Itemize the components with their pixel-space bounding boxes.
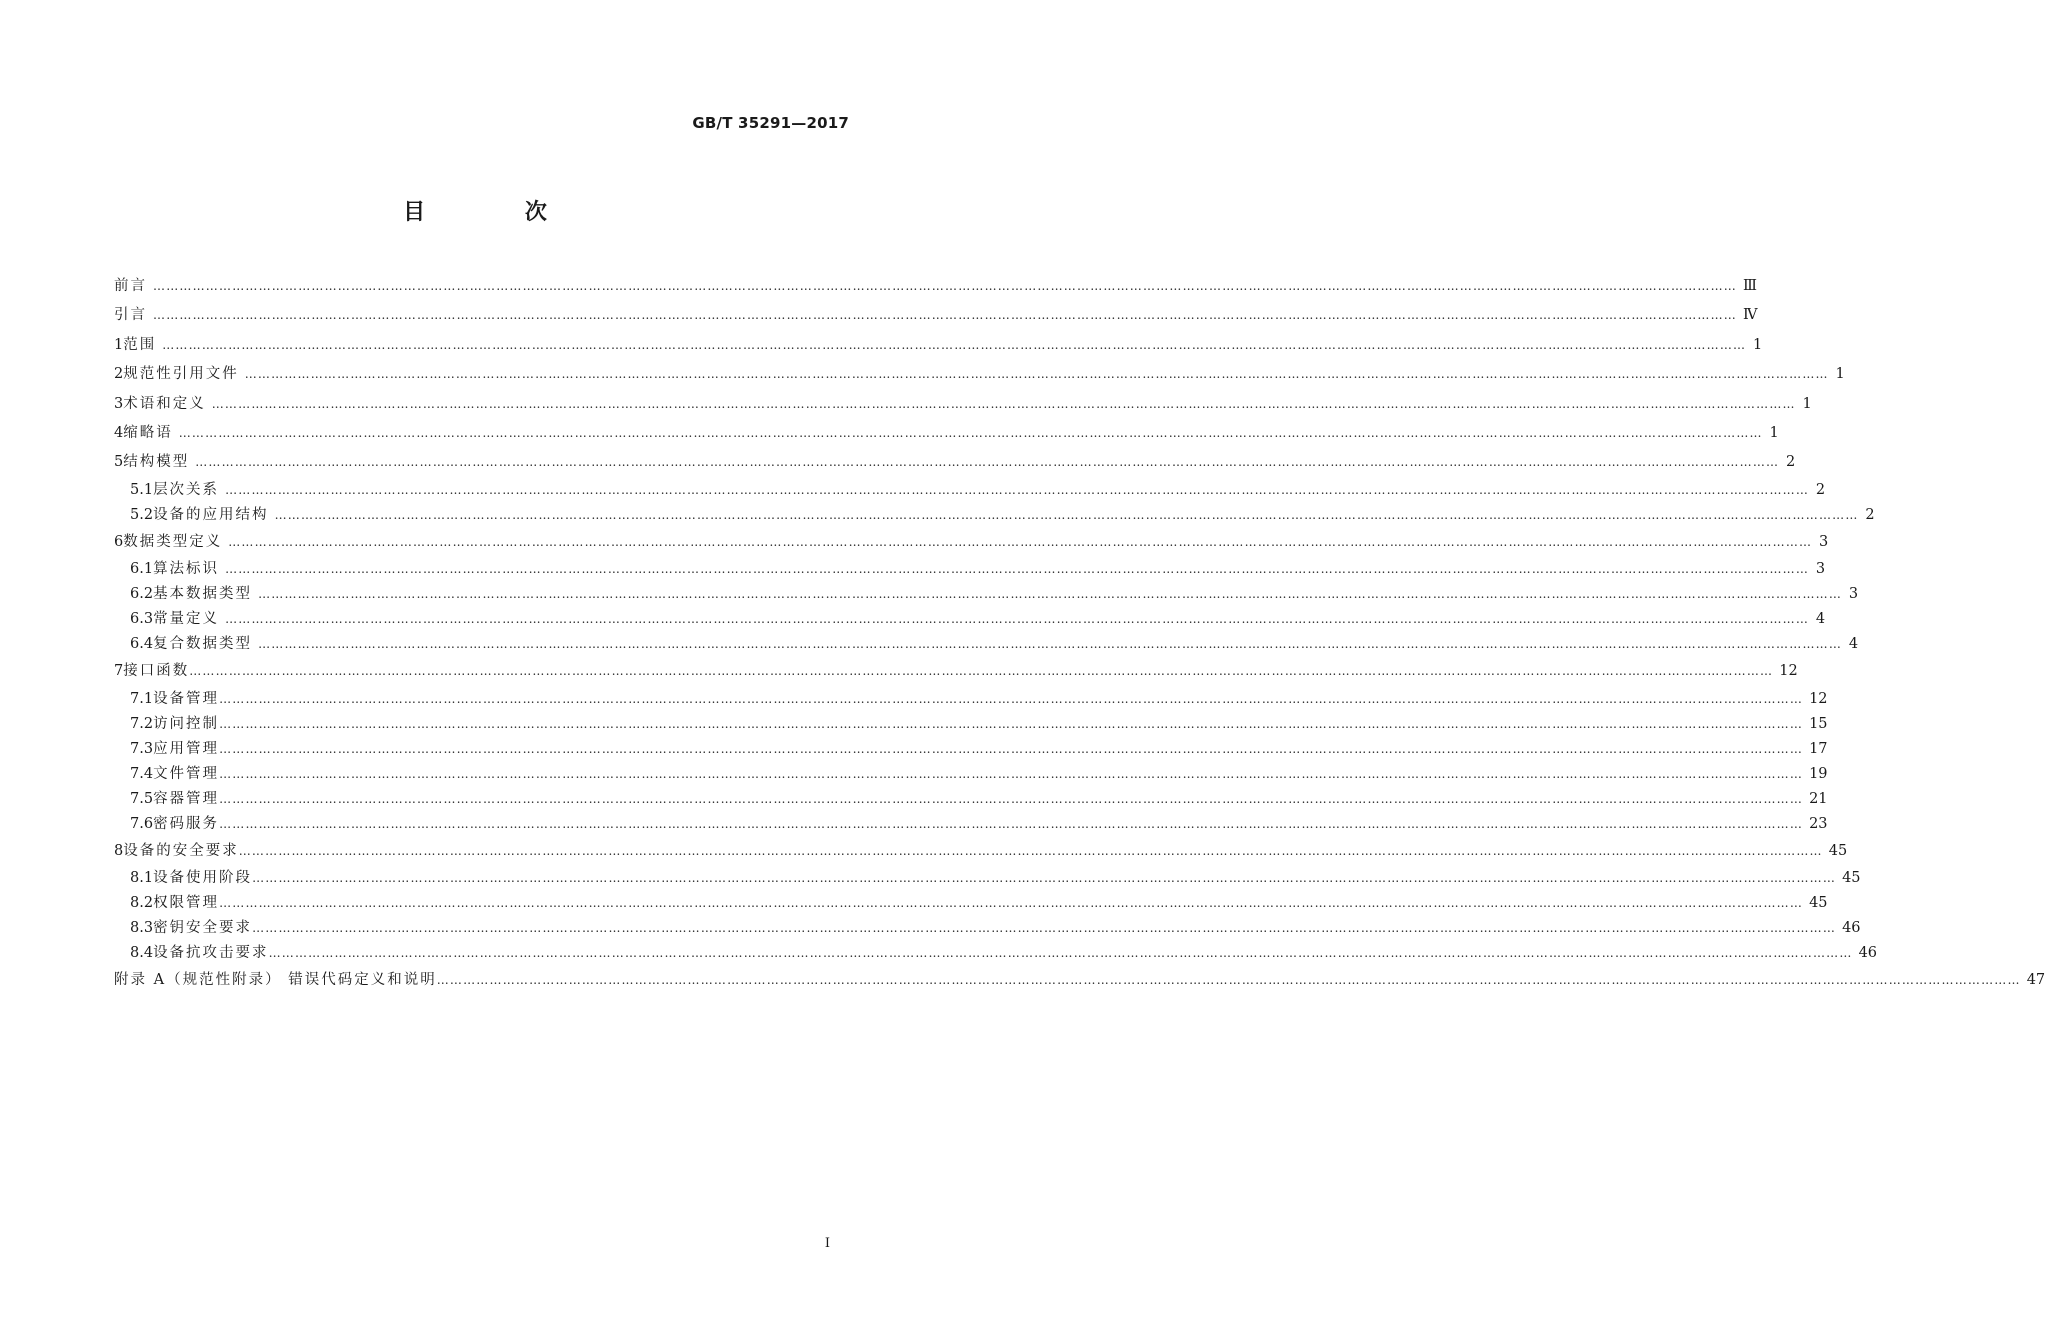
dot-leader: ……………………………………………………………………………………………………………………………………………………………………………………………………………………………………………………………………………………………………………………………… (189, 664, 1774, 679)
toc-entry-number: 2 (114, 366, 124, 383)
toc-entry-page: 47 (2026, 971, 2045, 988)
toc-entry-number: 1 (114, 336, 124, 353)
toc-entry-page: 46 (1858, 944, 1878, 961)
toc-entry-label: 密码服务 (153, 815, 220, 832)
toc-entry-label: 数据类型定义 (123, 533, 223, 550)
toc-entry-page: 23 (1809, 815, 1828, 832)
toc-entry[interactable] (114, 331, 1763, 360)
toc-entry[interactable] (114, 762, 1828, 787)
toc-entry[interactable] (114, 390, 1812, 419)
toc-entry-page: 4 (1815, 611, 1826, 628)
toc-entry[interactable] (114, 478, 1826, 503)
dot-leader: ……………………………………………………………………………………………………………………………………………………………………………………………………………………………………………………………………………………………………………………………… (153, 308, 1737, 323)
toc-entry-number: 8.1 (130, 869, 154, 886)
dot-leader: ……………………………………………………………………………………………………………………………………………………………………………………………………………………………………………………………………………………………………………………………… (225, 562, 1810, 577)
toc-entry-number: 5.1 (130, 481, 154, 498)
toc-entry-label: 密钥安全要求 (153, 919, 253, 936)
page-title: 目 次 (403, 200, 593, 225)
toc-entry[interactable] (114, 632, 1859, 657)
toc-entry-page: 45 (1809, 894, 1828, 911)
document-code: GB/T 35291—2017 (692, 114, 849, 132)
toc-entry-number: 3 (114, 395, 124, 412)
toc-entry-number: 8 (114, 842, 124, 859)
dot-leader: ……………………………………………………………………………………………………………………………………………………………………………………………………………………………………………………………………………………………………………………………… (219, 716, 1804, 731)
dot-leader: ……………………………………………………………………………………………………………………………………………………………………………………………………………………………………………………………………………………………………………………………… (274, 507, 1859, 522)
dot-leader: ……………………………………………………………………………………………………………………………………………………………………………………………………………………………………………………………………………………………………………………………… (178, 425, 1763, 440)
dot-leader: ……………………………………………………………………………………………………………………………………………………………………………………………………………………………………………………………………………………………………………………………… (153, 279, 1737, 293)
toc-entry-label: 基本数据类型 (153, 586, 253, 603)
toc-entry-label: 范围 (123, 336, 157, 353)
toc-entry-page: 17 (1809, 740, 1828, 757)
toc-entry-page: 2 (1815, 481, 1826, 498)
toc-entry-number: 7 (114, 663, 124, 680)
toc-entry-number: 6.2 (130, 586, 154, 603)
toc-entry-label: 前言 (114, 278, 147, 294)
dot-leader: ……………………………………………………………………………………………………………………………………………………………………………………………………………………………………………………………………………………………………………………………… (252, 870, 1837, 885)
page-number: I (824, 1236, 830, 1251)
toc-entry-page: 45 (1828, 842, 1848, 859)
toc-entry[interactable] (114, 360, 1845, 389)
dot-leader: ……………………………………………………………………………………………………………………………………………………………………………………………………………………………………………………………………………………………………………………………… (219, 691, 1804, 706)
dot-leader: ……………………………………………………………………………………………………………………………………………………………………………………………………………………………………………………………………………………………………………………………… (211, 396, 1796, 411)
dot-leader: ……………………………………………………………………………………………………………………………………………………………………………………………………………………………………………………………………………………………………………………………… (219, 816, 1804, 831)
toc-entry-page: 3 (1848, 586, 1859, 603)
toc-entry-label: 缩略语 (123, 424, 173, 441)
dot-leader: ……………………………………………………………………………………………………………………………………………………………………………………………………………………………………………………………………………………………………………………………… (268, 945, 1853, 960)
toc-entry-number: 8.4 (130, 944, 154, 961)
toc-entry-number: 6.3 (130, 611, 154, 628)
toc-entry-number: 6 (114, 533, 124, 550)
toc-entry-number: 6.4 (130, 636, 154, 653)
toc-entry-label: 附录 A（规范性附录） 错误代码定义和说明 (114, 971, 437, 988)
toc-entry-label: 结构模型 (123, 454, 190, 471)
toc-entry-label: 层次关系 (153, 481, 220, 498)
toc-entry-number: 7.3 (130, 740, 154, 757)
toc-entry-label: 容器管理 (153, 790, 220, 807)
toc-entry-label: 设备的安全要求 (123, 842, 239, 859)
toc-entry[interactable] (114, 528, 1829, 557)
toc-entry[interactable] (114, 582, 1859, 607)
toc-entry-page: 3 (1815, 561, 1826, 578)
toc-entry-number: 4 (114, 424, 124, 441)
dot-leader: ……………………………………………………………………………………………………………………………………………………………………………………………………………………………………………………………………………………………………………………………… (219, 895, 1804, 910)
dot-leader: ……………………………………………………………………………………………………………………………………………………………………………………………………………………………………………………………………………………………………………………………… (436, 972, 2021, 987)
toc-entry[interactable] (114, 657, 1798, 686)
toc-entry-page: 45 (1842, 869, 1861, 886)
toc-entry[interactable] (114, 866, 1861, 891)
toc-entry-number: 7.5 (130, 790, 154, 807)
toc-entry-label: 常量定义 (153, 611, 220, 628)
toc-entry-page: 1 (1769, 424, 1779, 441)
toc-entry[interactable] (114, 419, 1779, 448)
toc-entry-label: 规范性引用文件 (123, 366, 239, 383)
toc-entry-page: Ⅲ (1743, 278, 1757, 294)
toc-entry-number: 7.4 (130, 765, 154, 782)
table-of-contents (114, 272, 2045, 995)
toc-entry-number: 8.3 (130, 919, 154, 936)
toc-entry-label: 设备抗攻击要求 (153, 944, 269, 961)
toc-entry-page: 12 (1779, 663, 1798, 680)
toc-entry-page: 4 (1848, 636, 1859, 653)
toc-entry-label: 术语和定义 (123, 395, 206, 412)
toc-entry[interactable] (114, 557, 1826, 582)
dot-leader: ……………………………………………………………………………………………………………………………………………………………………………………………………………………………………………………………………………………………………………………………… (238, 843, 1823, 858)
toc-entry[interactable] (114, 966, 2045, 995)
toc-entry-label: 复合数据类型 (153, 636, 253, 653)
toc-entry-label: 文件管理 (153, 765, 220, 782)
toc-entry-number: 7.2 (130, 715, 154, 732)
toc-entry-page: 15 (1809, 715, 1828, 732)
toc-entry-label: 算法标识 (153, 561, 220, 578)
toc-entry-page: 19 (1809, 765, 1828, 782)
toc-entry-number: 7.6 (130, 815, 154, 832)
toc-entry-label: 引言 (114, 307, 147, 324)
toc-entry-page: Ⅳ (1743, 307, 1758, 324)
dot-leader: ……………………………………………………………………………………………………………………………………………………………………………………………………………………………………………………………………………………………………………………………… (195, 455, 1780, 470)
toc-entry[interactable] (114, 837, 1848, 866)
toc-entry-label: 权限管理 (153, 894, 220, 911)
dot-leader: ……………………………………………………………………………………………………………………………………………………………………………………………………………………………………………………………………………………………………………………………… (225, 482, 1810, 497)
dot-leader: ……………………………………………………………………………………………………………………………………………………………………………………………………………………………………………………………………………………………………………………………… (219, 766, 1804, 781)
toc-entry-label: 接口函数 (123, 663, 190, 680)
toc-entry-label: 设备管理 (153, 690, 220, 707)
toc-entry-page: 1 (1753, 336, 1763, 353)
toc-entry[interactable] (114, 272, 1757, 301)
toc-entry-page: 1 (1802, 395, 1812, 412)
dot-leader: ……………………………………………………………………………………………………………………………………………………………………………………………………………………………………………………………………………………………………………………………… (225, 612, 1810, 627)
toc-entry-number: 7.1 (130, 690, 154, 707)
toc-entry[interactable] (114, 812, 1828, 837)
toc-entry[interactable] (114, 787, 1828, 812)
dot-leader: ……………………………………………………………………………………………………………………………………………………………………………………………………………………………………………………………………………………………………………………………… (244, 367, 1829, 382)
toc-entry[interactable] (114, 503, 1875, 528)
dot-leader: ……………………………………………………………………………………………………………………………………………………………………………………………………………………………………………………………………………………………………………………………… (252, 920, 1837, 935)
toc-entry[interactable] (114, 916, 1861, 941)
toc-entry-number: 5 (114, 454, 124, 471)
toc-entry-number: 6.1 (130, 561, 154, 578)
toc-entry-page: 2 (1786, 454, 1796, 471)
toc-entry-page: 12 (1809, 690, 1828, 707)
toc-entry[interactable] (114, 891, 1828, 916)
toc-entry-label: 设备的应用结构 (153, 506, 269, 523)
dot-leader: ……………………………………………………………………………………………………………………………………………………………………………………………………………………………………………………………………………………………………………………………… (258, 637, 1843, 652)
toc-entry-page: 21 (1809, 790, 1828, 807)
toc-entry[interactable] (114, 301, 1758, 330)
toc-entry[interactable] (114, 941, 1878, 966)
toc-entry[interactable] (114, 687, 1828, 712)
dot-leader: ……………………………………………………………………………………………………………………………………………………………………………………………………………………………………………………………………………………………………………………………… (258, 587, 1843, 602)
toc-entry[interactable] (114, 737, 1828, 762)
toc-entry-number: 8.2 (130, 894, 154, 911)
dot-leader: ……………………………………………………………………………………………………………………………………………………………………………………………………………………………………………………………………………………………………………………………… (219, 791, 1804, 806)
toc-entry[interactable] (114, 607, 1826, 632)
toc-entry-label: 应用管理 (153, 740, 220, 757)
toc-entry-page: 1 (1835, 366, 1845, 383)
dot-leader: ……………………………………………………………………………………………………………………………………………………………………………………………………………………………………………………………………………………………………………………………… (228, 534, 1813, 549)
toc-entry-page: 3 (1819, 533, 1829, 550)
dot-leader: ……………………………………………………………………………………………………………………………………………………………………………………………………………………………………………………………………………………………………………………………… (219, 741, 1804, 756)
toc-entry-page: 46 (1842, 919, 1861, 936)
dot-leader: ……………………………………………………………………………………………………………………………………………………………………………………………………………………………………………………………………………………………………………………………… (162, 337, 1747, 352)
toc-entry-label: 设备使用阶段 (153, 869, 253, 886)
toc-entry[interactable] (114, 448, 1796, 477)
toc-entry[interactable] (114, 712, 1828, 737)
toc-entry-label: 访问控制 (153, 715, 220, 732)
toc-entry-number: 5.2 (130, 506, 154, 523)
toc-entry-page: 2 (1865, 506, 1875, 523)
